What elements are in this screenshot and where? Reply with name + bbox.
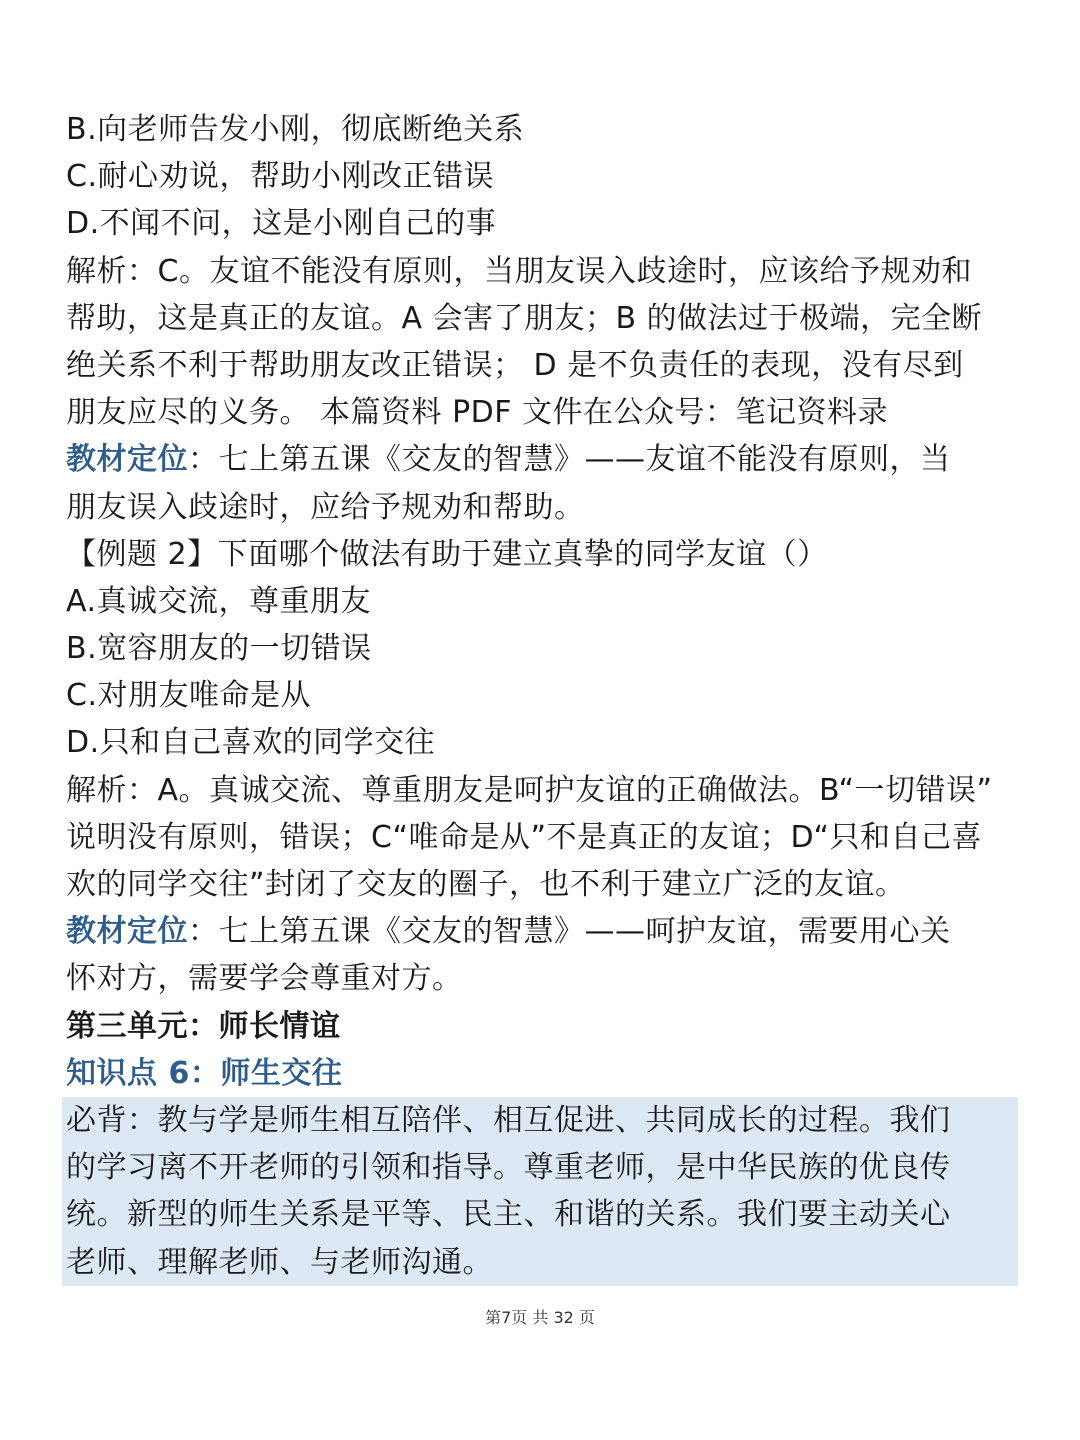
textbook-position-cont: 朋友误入歧途时，应给予规劝和帮助。 [66, 489, 585, 525]
example-option-b: B.宽容朋友的一切错误 [66, 631, 372, 667]
analysis-line: 朋友应尽的义务。 本篇资料 PDF 文件在公众号：笔记资料录 [66, 395, 889, 431]
example-question: 【例题 2】下面哪个做法有助于建立真挚的同学友谊（） [66, 536, 828, 572]
must-recite-line: 统。新型的师生关系是平等、民主、和谐的关系。我们要主动关心 [66, 1197, 951, 1233]
option-b: B.向老师告发小刚，彻底断绝关系 [66, 112, 525, 147]
analysis-line: 绝关系不利于帮助朋友改正错误； D 是不负责任的表现，没有尽到 [66, 347, 964, 383]
example-option-c: C.对朋友唯命是从 [66, 678, 311, 714]
analysis-line: 帮助，这是真正的友谊。A 会害了朋友；B 的做法过于极端，完全断 [66, 300, 983, 336]
document-page [66, 106, 1018, 1286]
example-option-d: D.只和自己喜欢的同学交往 [66, 725, 436, 761]
option-d: D.不闻不问，这是小刚自己的事 [66, 206, 497, 242]
page-footer: 第7页 共 32 页 [485, 1308, 595, 1327]
example-option-a: A.真诚交流，尊重朋友 [66, 583, 372, 619]
analysis-line: 解析：C。友谊不能没有原则，当朋友误入歧途时，应该给予规劝和 [66, 253, 972, 289]
textbook-position-cont: 怀对方，需要学会尊重对方。 [66, 961, 463, 997]
unit-title: 第三单元：师长情谊 [66, 1008, 341, 1044]
option-c: C.耐心劝说，帮助小刚改正错误 [66, 159, 494, 195]
textbook-position [66, 908, 1018, 955]
must-recite-line: 必背：教与学是师生相互陪伴、相互促进、共同成长的过程。我们 [66, 1102, 951, 1138]
must-recite-line: 老师、理解老师、与老师沟通。 [66, 1244, 493, 1280]
must-recite-line: 的学习离不开老师的引领和指导。尊重老师，是中华民族的优良传 [66, 1150, 951, 1186]
textbook-position-text: ：七上第五课《交友的智慧》——友谊不能没有原则，当 [188, 442, 951, 478]
textbook-position-text: ：七上第五课《交友的智慧》——呵护友谊，需要用心关 [188, 914, 951, 950]
example-analysis-line: 说明没有原则，错误；C“唯命是从”不是真正的友谊；D“只和自己喜 [66, 819, 983, 855]
must-recite-box [62, 1097, 1018, 1286]
textbook-position-label: 教材定位 [66, 914, 188, 950]
example-analysis-line: 欢的同学交往”封闭了交友的圈子，也不利于建立广泛的友谊。 [66, 867, 906, 902]
knowledge-point-title: 知识点 6：师生交往 [66, 1055, 343, 1091]
example-analysis-line: 解析：A。真诚交流、尊重朋友是呵护友谊的正确做法。B“一切错误” [66, 772, 993, 808]
textbook-position [66, 436, 1018, 483]
textbook-position-label: 教材定位 [66, 442, 188, 478]
